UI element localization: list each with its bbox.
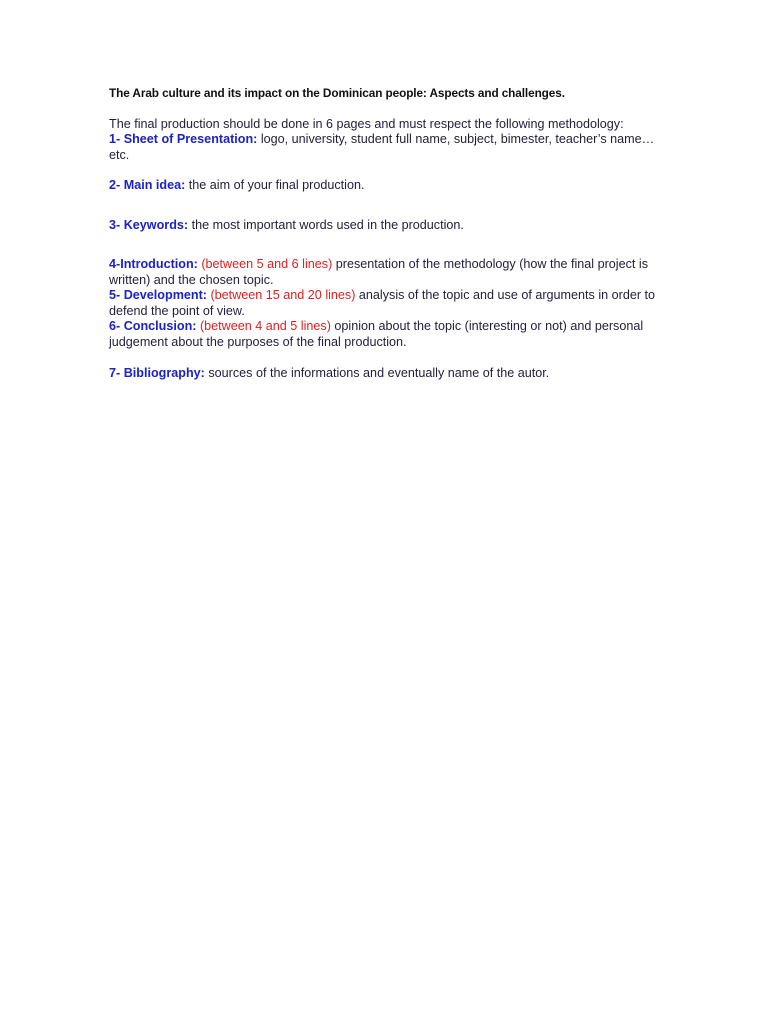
item-5-range: (between 15 and 20 lines) bbox=[206, 288, 356, 302]
item-6-text: opinion about the topic (interesting or not) and personal judgement about the purposes of the final production. bbox=[109, 319, 644, 349]
item-2-text: the aim of your final production. bbox=[185, 178, 365, 192]
item-3-text: the most important words used in the production. bbox=[188, 217, 464, 232]
item-5 bbox=[109, 288, 661, 319]
item-5-label: 5- Development: bbox=[109, 288, 207, 302]
item-4 bbox=[109, 257, 661, 288]
document-content bbox=[109, 86, 661, 382]
item-4-range: (between 5 and 6 lines) bbox=[197, 257, 333, 271]
intro-and-item-1 bbox=[109, 117, 661, 164]
item-3 bbox=[109, 218, 661, 234]
item-4-text: presentation of the methodology (how the final project is written) and the chosen topic. bbox=[109, 257, 648, 287]
item-2-label: 2- Main idea: bbox=[109, 178, 186, 192]
item-7-label: 7- Bibliography: bbox=[109, 366, 205, 380]
item-3-label: 3- Keywords: bbox=[109, 217, 189, 232]
item-1-text: logo, university, student full name, subject, bimester, teacher’s name…etc. bbox=[109, 132, 655, 162]
item-1-label: 1- Sheet of Presentation: bbox=[109, 132, 258, 146]
document-title: The Arab culture and its impact on the Dominican people: Aspects and challenges. bbox=[109, 86, 565, 100]
item-2 bbox=[109, 178, 661, 194]
item-6-range: (between 4 and 5 lines) bbox=[196, 319, 331, 333]
item-6 bbox=[109, 319, 661, 350]
item-7-text: sources of the informations and eventually name of the autor. bbox=[204, 366, 550, 380]
item-7 bbox=[109, 366, 661, 382]
item-6-label: 6- Conclusion: bbox=[109, 319, 197, 333]
item-4-label: 4-Introduction: bbox=[109, 257, 198, 271]
intro-text: The final production should be done in 6 pages and must respect the following methodology: bbox=[109, 116, 624, 131]
item-5-text: analysis of the topic and use of arguments in order to defend the point of view. bbox=[109, 288, 656, 318]
